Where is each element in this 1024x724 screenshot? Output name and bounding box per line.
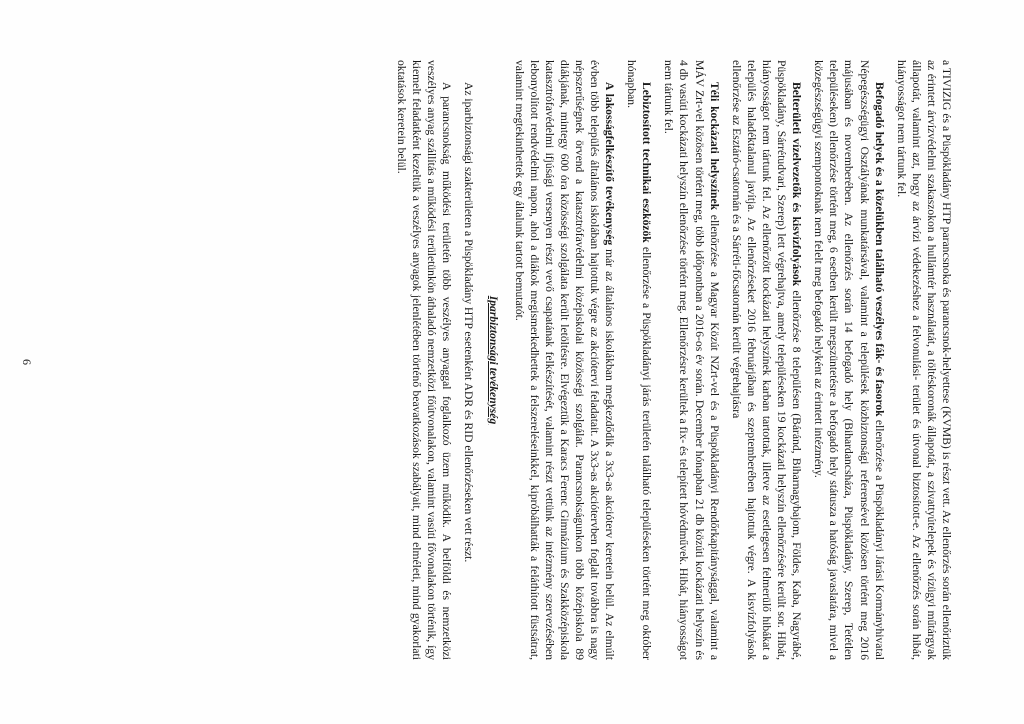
paragraph-belteruleti [729, 60, 804, 660]
paragraph-ipar-1: Az iparbiztonsági szakterületen a Püspökladány HTP esetenként ADR és RID ellenőrzéseken vett részt. [462, 82, 476, 563]
paragraph-text: ellenőrzése a Püspökladányi Járási Kormányhivatal Népegészségügyi Osztályának munkatársával, valamint a települések közbiztonsági referensével közösen történt meg 2016 májusában és novemberében. Az ellenőrzés során 14 befogadó hely (Bihardancsháza, Püspökladány, Szerep, Tetétlen településeken) ellenőrzése történt meg, 6 esetben került megszüntetésre a befogadó hely státusza a hatóság javaslatára, mivel a közegészségügyi szempontoknak nem felelt meg befogadó helyként az érintett intézmény. [812, 60, 886, 660]
paragraph-lead: Lebiztosított technikai eszközök [640, 82, 654, 243]
paragraph-befogado [811, 60, 886, 660]
paragraph-text: ellenőrzése 8 településen (Báránd, Biharnagybajom, Földes, Kaba, Nagyrábé, Püspökladány, Sárrétudvari, Szerep) lett végrehajtva, amely településeken 19 kockázati helyszín ellenőrzésére került sor. Hibát, hiányosságot nem tártunk fel. Az ellenőrzött kockázati helyszínek karban tartottak, illetve az esetlegesen felmerülő hibákat a település haladéktalanul javítja. Az ellenőrzéseket 2016 februárjában és szeptemberében hajtottuk végre. A kisvízfolyások ellenőrzése az Esztáró-csatornán és a Sárréti-főcsatornán került végrehajtásra [729, 60, 804, 660]
paragraph-lead: Belterületi vízelvezetők és kisvízfolyások [790, 82, 804, 287]
section-heading: Iparbiztonsági tevékenység [487, 295, 501, 425]
paragraph-tivizig [894, 60, 954, 660]
paragraph-lakossag [511, 60, 617, 660]
paragraph-text: ellenőrzése a Püspökladányi járás területén található településeken történt meg október hónapban. [625, 60, 654, 660]
paragraph-text: már az általános iskolákban megkezdődik a 3x3-as akcióterv keretein belül. Az elmúlt évben több település általános iskolában hajtottuk végre az akciótervi feladatait. A 3x3-as akciótervben foglalt továbbra is nagy népszerűségnek örvend a katasztrófavédelmi középiskolai közösségi szolgálat. Parancsnokságunkon több középiskola 89 diákjának, mintegy 600 óra közösségi szolgálata került letöltésre. Elvégeztük a Karacs Ferenc Gimnázium és Szakközépiskola katasztrófavédelmi ifjúsági versenyen részt vevő csapatának felkészítését, valamint részt vettünk az intézmény szervezésében lebonyolított rendvédelmi napon, ahol a diákok megismerkedhettek a felszereléseinkkel, kipróbálhatták a feláthított füstsátrat, valamint megtekinthettek egy általunk tartott bemutatót. [512, 60, 617, 660]
paragraph-ipar-2: A parancsnokság működési területén több veszélyes anyaggal foglalkozó üzem működik. A belföldi és nemzetközi veszélyes anyag szállítás a működési területünkön áthaladó nemzetközi főútvonalakon, valamint vasúti fővonalakon történik, így kiemelt feladatként kezeltük a veszélyes anyagok jelenlétében történő beavatkozások szabályait, mind elméleti, mind gyakorlati oktatások keretein belül. [395, 60, 454, 660]
document-body [54, 60, 954, 660]
paragraph-lead: Befogadó helyek és a közelükben található veszélyes fák- és fasorok [872, 82, 886, 417]
paragraph-teli [661, 60, 721, 660]
page-number: 6 [20, 359, 34, 365]
paragraph-text: ellenőrzése a Magyar Közút NZrt-vel és a Püspökladányi Rendőrkapitánysággal, valamint a MÁV Zrt-vel közösen történt meg, több időpontban a 2016-os év során. December hónapban 21 db közúti kockázati helyszín és 4 db vasúti kockázati helyszín ellenőrzése történt meg. Ellenőrzésre kerültek a fix- és telepített hóvédművek. Hibát, hiányosságot nem tártunk fel. [662, 60, 721, 660]
paragraph-lead: Téli kockázati helyszínek [707, 82, 721, 211]
paragraph-lead: A lakosságfelkészítő tevékenység [603, 82, 617, 246]
paragraph-lebiztositott [624, 60, 654, 660]
paragraph-text: a TIVIZIG és a Püspökladány HTP parancsnoka és parancsnok-helyettese (KVMB) is részt vett. Az ellenőrzés során ellenőriztük az érintett árvízvédelmi szakaszokon a hullámtér használatát, a töltéskoronák állapotát, a szivattyútelepek és vízügyi műtárgyak állapotát, valamint azt, hogy az árvízi védekezéshez a felvonulási- terület és útvonal biztosított-e. Az ellenőrzés során hibát, hiányosságot nem tártunk fel. [894, 60, 953, 660]
